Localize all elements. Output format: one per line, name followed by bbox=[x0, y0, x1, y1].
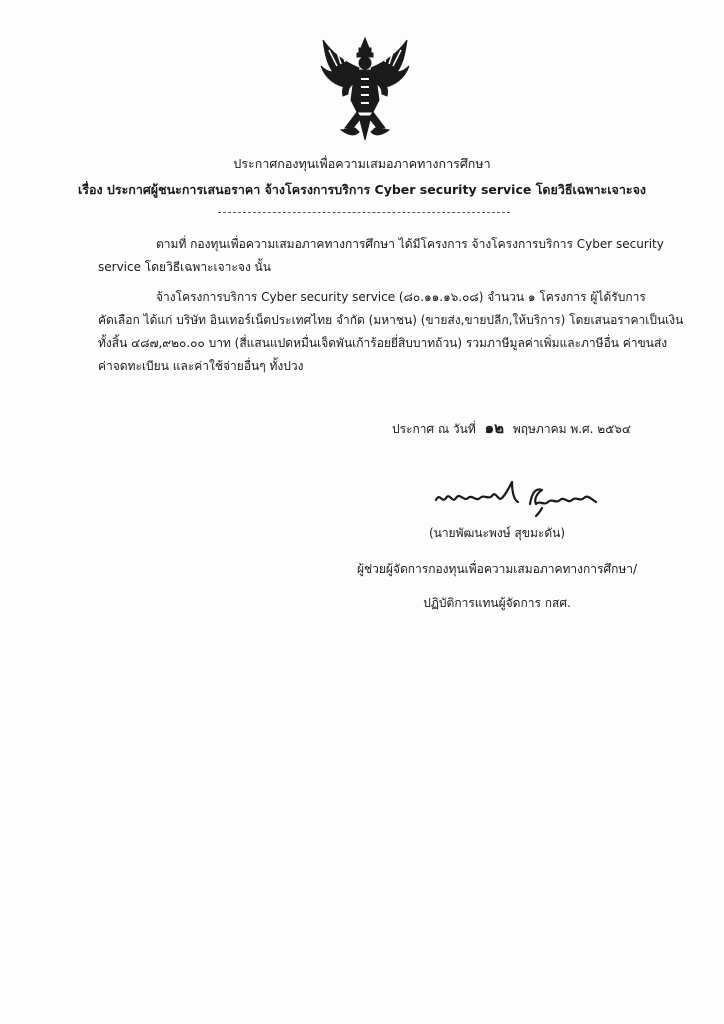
divider bbox=[218, 212, 510, 213]
paragraph-line: จ้างโครงการบริการ Cyber security service (๘๐.๑๑.๑๖.๐๘) จำนวน ๑ โครงการ ผู้ได้รับการ bbox=[156, 290, 646, 304]
date-prefix: ประกาศ ณ วันที่ bbox=[392, 422, 476, 436]
announcement-subject: เรื่อง ประกาศผู้ชนะการเสนอราคา จ้างโครงการบริการ Cyber security service โดยวิธีเฉพาะเจาะจง bbox=[77, 182, 647, 197]
paragraph-line: ทั้งสิ้น ๔๘๗,๙๒๐.๐๐ บาท (สี่แสนแปดหมื่นเจ็ดพันเก้าร้อยยี่สิบบาทถ้วน) รวมภาษีมูลค่าเพิ่มและภาษีอื่น ค่าขนส่ง bbox=[98, 336, 668, 350]
date-day: ๑๒ bbox=[484, 419, 504, 437]
paragraph-line: service โดยวิธีเฉพาะเจาะจง นั้น bbox=[98, 260, 271, 274]
paragraph-line: คัดเลือก ได้แก่ บริษัท อินเทอร์เน็ตประเทศไทย จำกัด (มหาชน) (ขายส่ง,ขายปลีก,ให้บริการ) โดยเสนอราคาเป็นเงิน bbox=[98, 313, 684, 327]
announcement-date bbox=[392, 416, 631, 440]
paragraph-line: ค่าจดทะเบียน และค่าใช้จ่ายอื่นๆ ทั้งปวง bbox=[98, 359, 304, 373]
garuda-emblem-icon bbox=[315, 36, 415, 146]
signatory-name: (นายพัฒนะพงษ์ สุขมะดัน) bbox=[428, 526, 566, 540]
date-month-year: พฤษภาคม พ.ศ. ๒๕๖๔ bbox=[512, 422, 631, 436]
agency-title: ประกาศกองทุนเพื่อความเสมอภาคทางการศึกษา bbox=[233, 156, 491, 171]
signatory-position-1: ผู้ช่วยผู้จัดการกองทุนเพื่อความเสมอภาคทางการศึกษา/ bbox=[356, 562, 638, 576]
paragraph-2 bbox=[98, 286, 684, 378]
signatory-position-2: ปฏิบัติการแทนผู้จัดการ กสศ. bbox=[423, 596, 571, 610]
handwritten-signature bbox=[432, 478, 602, 518]
paragraph-1 bbox=[98, 233, 664, 279]
paragraph-line: ตามที่ กองทุนเพื่อความเสมอภาคทางการศึกษา ได้มีโครงการ จ้างโครงการบริการ Cyber security bbox=[156, 237, 664, 251]
